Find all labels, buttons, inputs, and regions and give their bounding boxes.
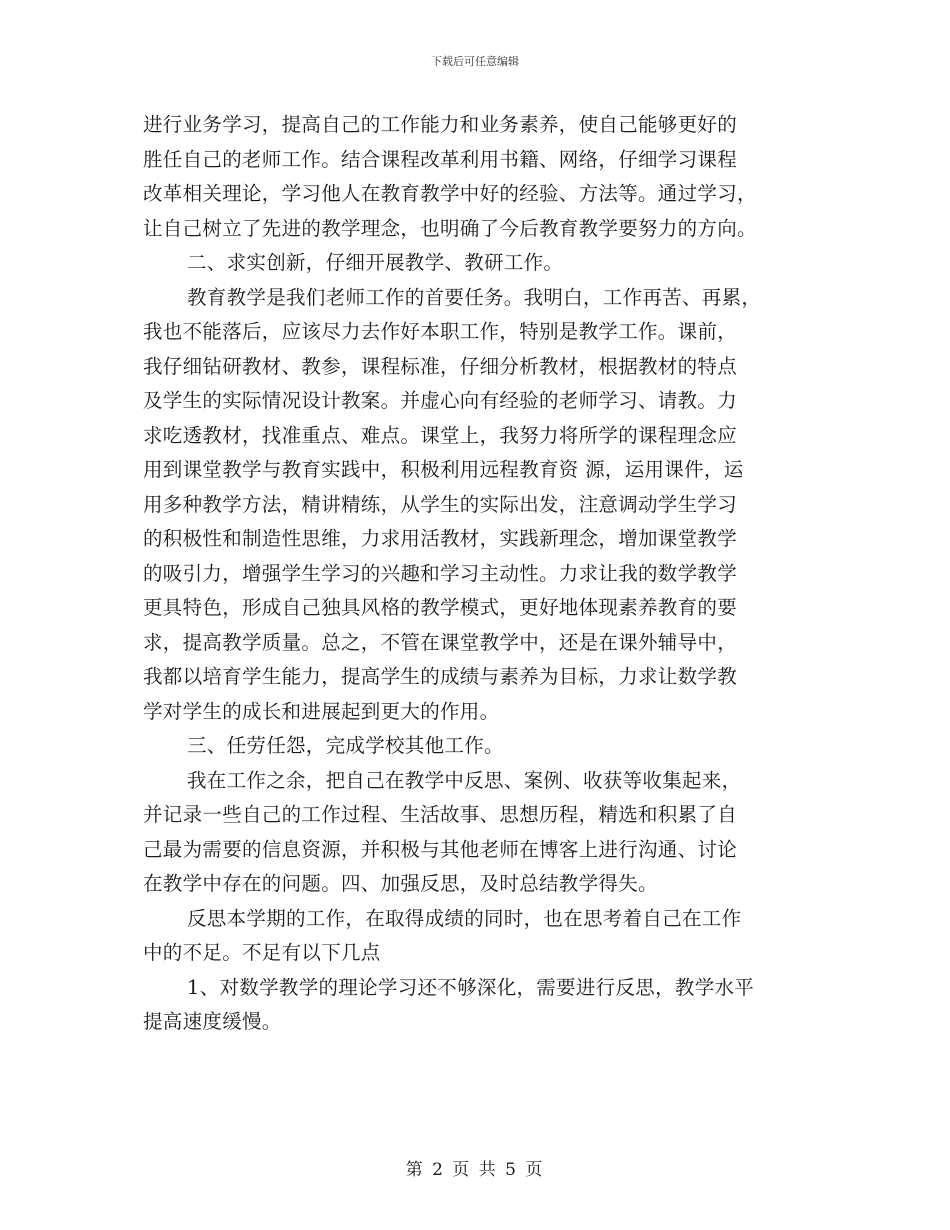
text-line: 用多种教学方法，精讲精练，从学生的实际出发，注意调动学生学习 bbox=[143, 492, 738, 516]
text-line: 的积极性和制造性思维，力求用活教材，实践新理念，增加课堂教学 bbox=[143, 527, 738, 550]
text-line: 我仔细钻研教材、教参，课程标准，仔细分析教材，根据教材的特点 bbox=[143, 354, 738, 378]
text-line: 改革相关理论，学习他人在教育教学中好的经验、方法等。通过学习， bbox=[143, 182, 757, 205]
text-line: 进行业务学习，提高自己的工作能力和业务素养，使自己能够更好的 bbox=[143, 113, 738, 136]
text-line: 让自己树立了先进的教学理念，也明确了今后教育教学要努力的方向。 bbox=[143, 216, 757, 240]
text-line: 并记录一些自己的工作过程、生活故事、思想历程，精选和积累了自 bbox=[143, 803, 738, 826]
text-line: 用到课堂教学与教育实践中，积极利用远程教育资 源，运用课件，运 bbox=[143, 458, 744, 481]
text-line: 胜任自己的老师工作。结合课程改革利用书籍、网络，仔细学习课程 bbox=[143, 147, 738, 171]
text-line: 求吃透教材，找准重点、难点。课堂上，我努力将所学的课程理念应 bbox=[143, 423, 738, 447]
text-line: 及学生的实际情况设计教案。并虚心向有经验的老师学习、请教。力 bbox=[143, 389, 738, 412]
document-body bbox=[143, 108, 808, 1040]
text-line: 求，提高教学质量。总之，不管在课堂教学中，还是在课外辅导中， bbox=[143, 630, 738, 654]
page-footer: 第 2 页 共 5 页 bbox=[405, 1160, 545, 1180]
text-line: 己最为需要的信息资源，并积极与其他老师在博客上进行沟通、讨论 bbox=[143, 837, 738, 861]
text-line: 1、对数学教学的理论学习还不够深化，需要进行反思，教学水平 bbox=[187, 975, 755, 999]
text-line: 我都以培育学生能力，提高学生的成绩与素养为目标，力求让数学教 bbox=[143, 665, 738, 688]
text-line: 在教学中存在的问题。四、加强反思，及时总结教学得失。 bbox=[143, 872, 658, 895]
text-line: 二、求实创新，仔细开展教学、教研工作。 bbox=[187, 251, 564, 274]
text-line: 学对学生的成长和进展起到更大的作用。 bbox=[143, 699, 500, 723]
text-line: 的吸引力，增强学生学习的兴趣和学习主动性。力求让我的数学教学 bbox=[143, 561, 738, 585]
text-line: 反思本学期的工作，在取得成绩的同时，也在思考着自己在工作 bbox=[187, 906, 742, 930]
text-line: 我也不能落后，应该尽力去作好本职工作，特别是教学工作。课前， bbox=[143, 320, 738, 343]
text-line: 我在工作之余，把自己在教学中反思、案例、收获等收集起来， bbox=[187, 768, 742, 792]
text-line: 更具特色，形成自己独具风格的教学模式，更好地体现素养教育的要 bbox=[143, 596, 738, 619]
text-line: 提高速度缓慢。 bbox=[143, 1010, 282, 1033]
text-line: 教育教学是我们老师工作的首要任务。我明白，工作再苦、再累， bbox=[187, 285, 762, 309]
page-header: 下载后可任意编辑 bbox=[431, 55, 519, 68]
text-line: 三、任劳任怨，完成学校其他工作。 bbox=[187, 734, 504, 757]
text-line: 中的不足。不足有以下几点 bbox=[143, 941, 381, 964]
